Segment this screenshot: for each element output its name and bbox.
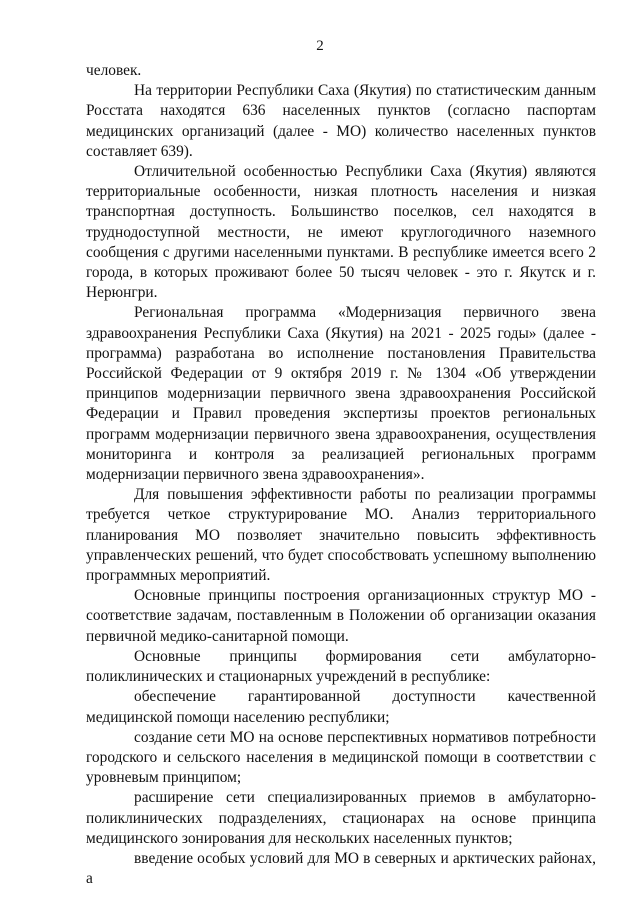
paragraph: расширение сети специализированных приемов в амбулаторно-поликлинических подразделениях, стационарах на основе принципа медицинского зонирования для нескольких населенных пунктов; bbox=[86, 789, 596, 847]
paragraph: На территории Республики Саха (Якутия) по статистическим данным Росстата находятся 636 населенных пунктов (согласно паспортам медицинских организаций (далее - МО) количество населенных пунктов составляет 639). bbox=[86, 82, 596, 160]
paragraph: человек. bbox=[86, 62, 142, 79]
paragraph: введение особых условий для МО в северных и арктических районах, а bbox=[86, 849, 596, 888]
paragraph: обеспечение гарантированной доступности качественной медицинской помощи населению республики; bbox=[86, 688, 596, 726]
page-number: 2 bbox=[316, 38, 324, 54]
paragraph: Основные принципы построения организационных структур МО - соответствие задачам, поставленным в Положении об организации оказания первичной медико-санитарной помощи. bbox=[86, 587, 596, 645]
paragraph: Региональная программа «Модернизация первичного звена здравоохранения Республики Саха (Якутия) на 2021 - 2025 годы» (далее - программа) разработана во исполнение постановления Правительства Российской Федерации от 9 октября 2019 г. № 1304 «Об утверждении принципов модернизации первичного звена здравоохранения Российской Федерации и Правил проведения экспертизы проектов региональных программ модернизации первичного звена здравоохранения, осуществления мониторинга и контроля за реализацией региональных программ модернизации первичного звена здравоохранения». bbox=[86, 304, 596, 484]
paragraph: Основные принципы формирования сети амбулаторно-поликлинических и стационарных учреждений в республике: bbox=[86, 647, 596, 686]
document-body bbox=[86, 61, 596, 889]
paragraph: создание сети МО на основе перспективных нормативов потребности городского и сельского населения в медицинской помощи в соответствии с уровневым принципом; bbox=[86, 728, 596, 787]
paragraph: Отличительной особенностью Республики Саха (Якутия) являются территориальные особенности, низкая плотность населения и низкая транспортная доступность. Большинство поселков, сел находятся в труднодоступной местности, не имеют круглогодичного наземного сообщения с другими населенными пунктами. В республике имеется всего 2 города, в которых проживают более 50 тысяч человек - это г. Якутск и г. Нерюнгри. bbox=[86, 163, 596, 302]
paragraph: Для повышения эффективности работы по реализации программы требуется четкое структурирование МО. Анализ территориального планирования МО позволяет значительно повысить эффективность управленческих решений, что будет способствовать успешному выполнению программных мероприятий. bbox=[86, 486, 596, 585]
